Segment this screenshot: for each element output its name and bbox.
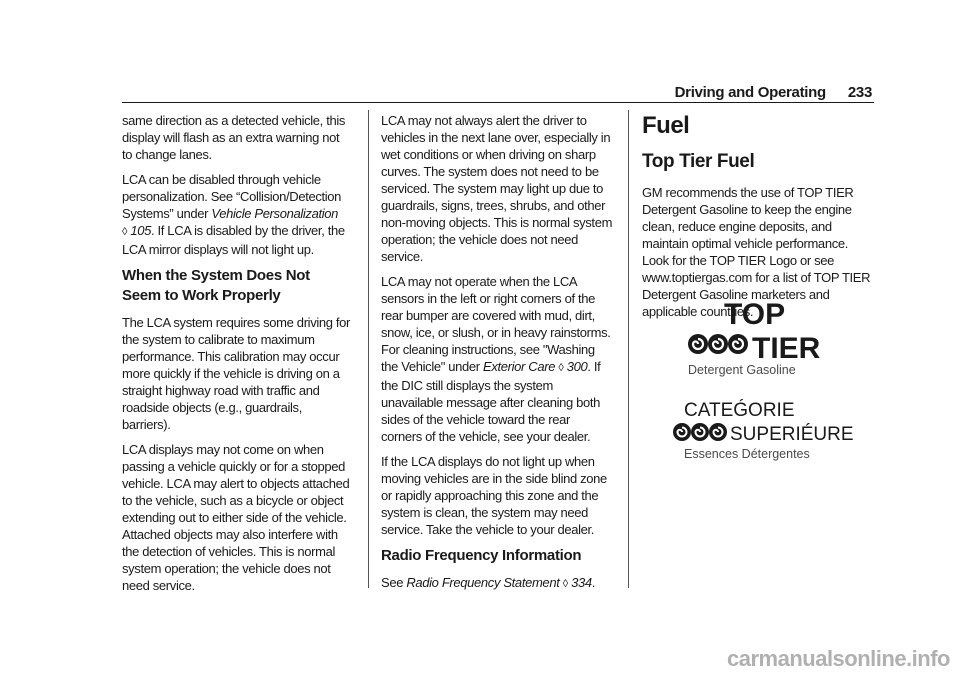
column-1 <box>122 112 352 602</box>
paragraph <box>381 574 613 593</box>
text: . If the DIC still displays the system unavailable message after cleaning both sides of the vehicle toward the rear corners of the vehicle, see your dealer. <box>381 359 601 444</box>
cross-reference-link[interactable]: Vehicle Personalization <box>211 206 339 221</box>
logo-subtitle: Essences Détergentes <box>684 447 810 461</box>
swirl-icon <box>673 423 727 441</box>
paragraph: If the LCA displays do not light up when moving vehicles are in the side blind zone or rapidly approaching this zone and the system is clean, the system may need service. Take the vehicle to your dealer. <box>381 454 607 537</box>
logo-subtitle: Detergent Gasoline <box>688 363 796 377</box>
column-3 <box>642 112 878 328</box>
text: LCA can be disabled through vehicle personalization. See “Collision/Detection Systems” under <box>122 172 342 221</box>
chapter-heading: Fuel <box>642 112 690 139</box>
header-rule <box>122 102 874 103</box>
section-heading: Radio Frequency Information <box>381 547 582 564</box>
paragraph: LCA displays may not come on when passing a vehicle quickly or for a stopped vehicle. LCA may alert to objects attached to the vehicle, such as a bicycle or object extending out to either side of the vehicle. Attached objects may also interfere with the detection of vehicles. This is normal system operation; the vehicle does not need service. <box>122 442 350 593</box>
text: . If LCA is disabled by the driver, the LCA mirror displays will not light up. <box>122 223 345 257</box>
cross-reference-link[interactable]: Radio Frequency Statement <box>406 575 560 590</box>
paragraph <box>381 273 613 445</box>
page-reference-icon: ◊ <box>122 226 128 238</box>
section-heading: When the System Does Not Seem to Work Properly <box>122 267 310 304</box>
top-tier-logo <box>680 298 840 382</box>
page-reference-link[interactable]: 334 <box>571 575 592 590</box>
top-tier-logo-graphic <box>680 298 840 382</box>
paragraph: The LCA system requires some driving for the system to calibrate to maximum performance. This calibration may occur more quickly if the vehicle is driving on a straight highway road with traffic and roadside objects (e.g., guardrails, barriers). <box>122 315 351 432</box>
logo-word-categorie: CATEǴORIE <box>684 400 795 421</box>
section-title: Driving and Operating <box>674 84 826 101</box>
column-2 <box>381 112 613 601</box>
column-divider-2 <box>628 110 629 588</box>
text: LCA may not operate when the LCA sensors in the left or right corners of the rear bumper are covered with mud, dirt, snow, ice, or slush, or in heavy rainstorms. For cleaning instructions, see "Washing the Vehicle" under <box>381 274 611 374</box>
paragraph: GM recommends the use of TOP TIER Detergent Gasoline to keep the engine clean, reduce engine deposits, and maintain optimal vehicle performance. Look for the TOP TIER Logo or see www.toptiergas.com for a list of TOP TIER Detergent Gasoline marketers and applicable countries. <box>642 185 871 319</box>
swirl-icon <box>688 334 748 354</box>
site-watermark: carmanualsonline.info <box>727 646 950 671</box>
text: . <box>591 575 595 590</box>
page-reference-link[interactable]: 300 <box>566 359 588 374</box>
paragraph: same direction as a detected vehicle, this display will flash as an extra warning not to change lanes. <box>122 113 346 162</box>
logo-word-superieure: SUPERIÉURE <box>730 424 854 445</box>
page-reference-icon: ◊ <box>558 362 564 374</box>
running-header <box>675 84 872 101</box>
page-reference-icon: ◊ <box>562 578 568 590</box>
categorie-superieure-logo-graphic <box>664 396 864 466</box>
section-heading: Top Tier Fuel <box>642 151 755 172</box>
paragraph: LCA may not always alert the driver to vehicles in the next lane over, especially in wet conditions or when driving on sharp curves. The system does not need to be serviced. The system may light up due to guardrails, signs, trees, shrubs, and other non-moving objects. This is normal system operation; the vehicle does not need service. <box>381 113 613 264</box>
page-reference-link[interactable]: 105 <box>130 223 151 238</box>
logo-word-tier: TIER <box>752 332 821 365</box>
categorie-superieure-logo <box>664 396 864 466</box>
column-divider-1 <box>368 110 369 588</box>
paragraph <box>122 171 352 258</box>
cross-reference-link[interactable]: Exterior Care <box>483 359 556 374</box>
text: See <box>381 575 407 590</box>
logo-word-top: TOP <box>724 298 786 331</box>
page-number: 233 <box>847 84 872 101</box>
